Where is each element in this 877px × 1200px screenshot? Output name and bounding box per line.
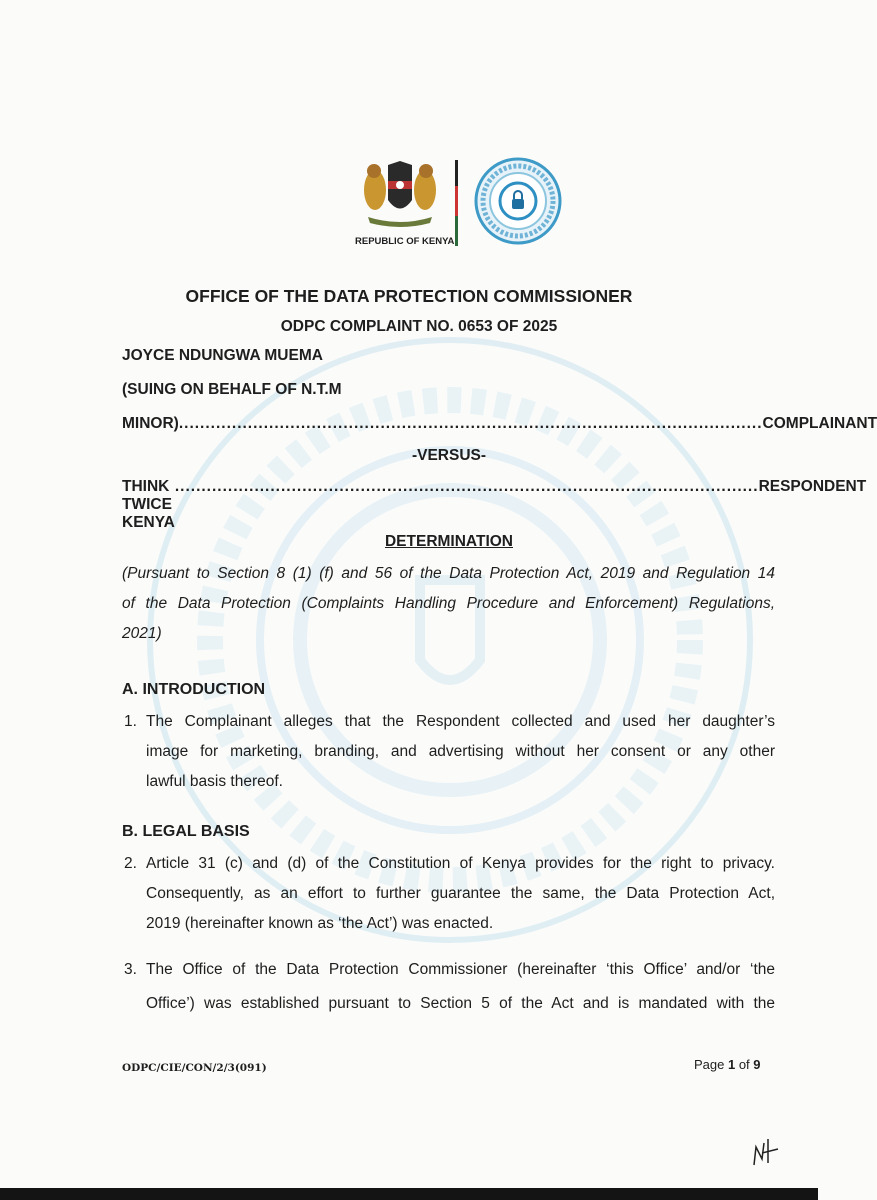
leader-dots: .............................................................................................................. — [174, 478, 759, 495]
complainant-role: COMPLAINANT — [762, 415, 877, 432]
item-number: 2. — [124, 855, 137, 872]
document-reference: ODPC/CIE/CON/2/3(091) — [122, 1062, 267, 1074]
complainant-line: (SUING ON BEHALF OF N.T.M — [122, 381, 342, 398]
flag-divider-red — [455, 186, 458, 216]
complainant-name — [122, 347, 775, 365]
complainant-line: JOYCE NDUNGWA MUEMA — [122, 347, 323, 364]
paragraph-line: 2019 (hereinafter known as ‘the Act’) was enacted. — [146, 915, 494, 932]
determination-title: DETERMINATION — [384, 533, 513, 550]
section-heading-introduction: A. INTRODUCTION — [122, 681, 266, 698]
odpc-seal-logo — [474, 157, 562, 245]
initials-signature — [748, 1135, 788, 1170]
page-number — [694, 1057, 761, 1072]
flag-divider-green — [455, 216, 458, 246]
respondent-row — [122, 478, 867, 532]
page-total: 9 — [753, 1057, 761, 1072]
complainant-line: MINOR) — [122, 415, 179, 432]
coat-of-arms-caption: REPUBLIC OF KENYA — [355, 236, 455, 247]
preamble-line: of the Data Protection (Complaints Handling Procedure and Enforcement) Regulations, — [122, 595, 775, 612]
paragraph-line: Consequently, as an effort to further guarantee the same, the Data Protection Act, — [146, 885, 775, 902]
paragraph-line: The Complainant alleges that the Respondent collected and used her daughter’s — [146, 713, 775, 730]
versus-label: -VERSUS- — [411, 447, 487, 464]
page-current: 1 — [727, 1057, 736, 1072]
complaint-number: ODPC COMPLAINT NO. 0653 OF 2025 — [280, 318, 558, 335]
office-title: OFFICE OF THE DATA PROTECTION COMMISSIONER — [185, 286, 633, 306]
preamble-line: (Pursuant to Section 8 (1) (f) and 56 of the Data Protection Act, 2019 and Regulation 14 — [122, 565, 775, 582]
paragraph-line: Article 31 (c) and (d) of the Constitution of Kenya provides for the right to privacy. — [146, 855, 775, 872]
flag-divider — [455, 160, 458, 186]
leader-dots: .............................................................................................................. — [178, 415, 763, 432]
respondent-role: RESPONDENT — [758, 478, 867, 495]
paragraph-line: Office’) was established pursuant to Section 5 of the Act and is mandated with the — [146, 995, 775, 1012]
paragraph-line: image for marketing, branding, and advertising without her consent or any other — [146, 743, 775, 760]
item-number: 3. — [124, 961, 137, 978]
paragraph-line: lawful basis thereof. — [146, 773, 283, 790]
page-prefix: Page — [694, 1057, 728, 1072]
scan-bottom-edge — [0, 1188, 818, 1200]
section-heading-legal-basis: B. LEGAL BASIS — [122, 823, 250, 840]
respondent-name: THINK TWICE KENYA — [122, 478, 175, 531]
paragraph-line: The Office of the Data Protection Commissioner (hereinafter ‘this Office’ and/or ‘the — [146, 961, 775, 978]
preamble-line: 2021) — [122, 625, 162, 642]
complainant-row — [122, 415, 877, 433]
complainant-on-behalf — [122, 381, 775, 399]
page-mid: of — [735, 1057, 754, 1072]
item-number: 1. — [124, 713, 137, 730]
kenya-coat-of-arms — [360, 155, 440, 230]
